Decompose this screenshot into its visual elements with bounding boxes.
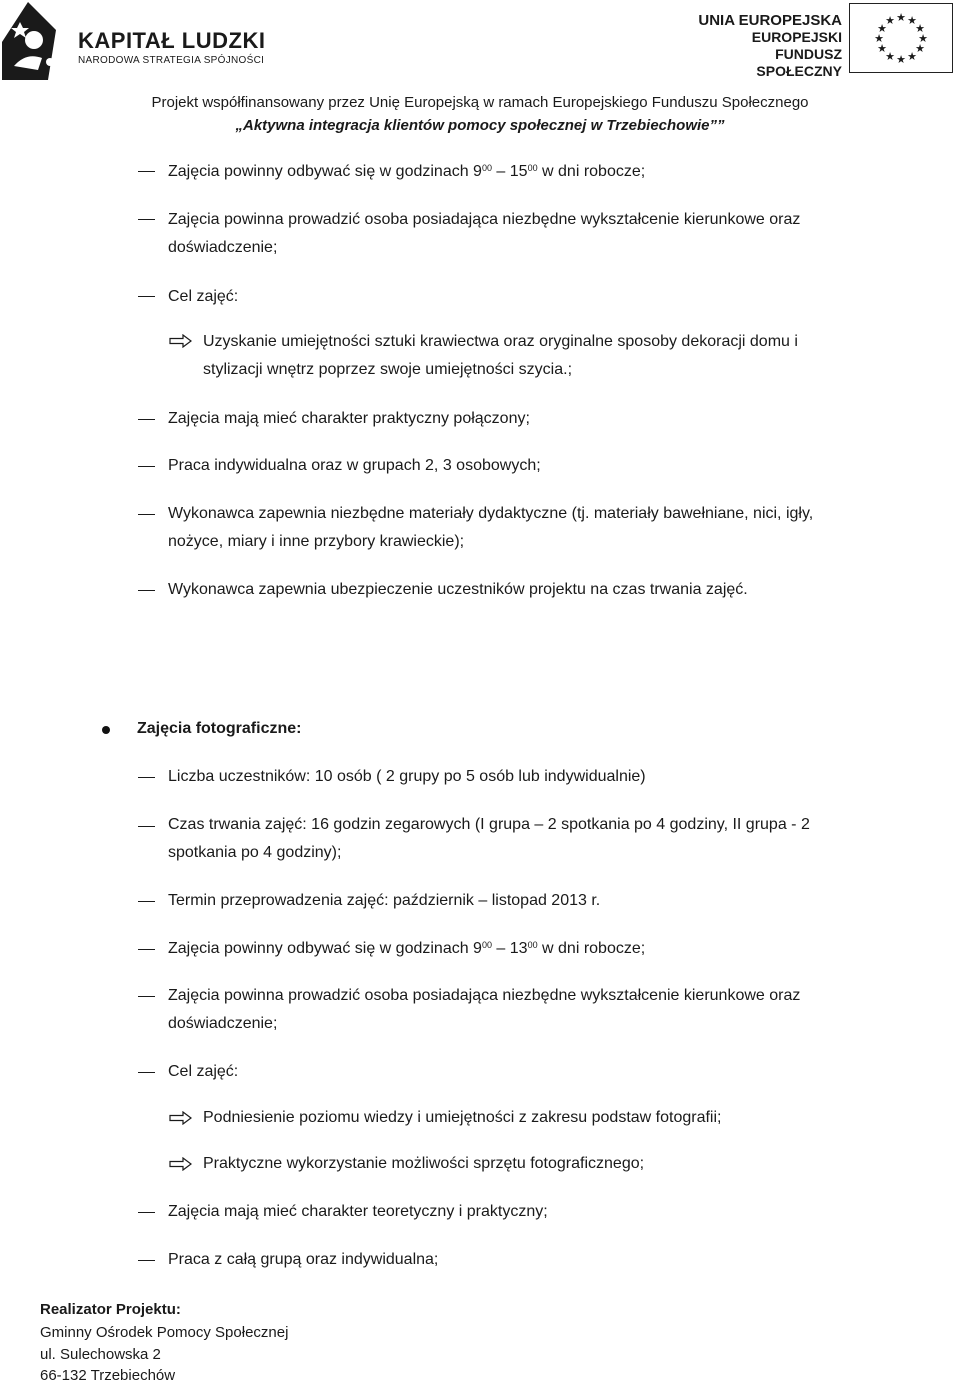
character-line-2: Zajęcia mają mieć charakter teoretyczny i praktyczny;	[168, 1203, 548, 1220]
eu-logo-text	[690, 12, 842, 80]
dash-marker	[138, 826, 155, 827]
svg-text:★: ★	[915, 42, 925, 55]
footer-org: Gminny Ośrodek Pomocy Społecznej	[40, 1324, 289, 1341]
kapital-ludzki-logo	[0, 0, 270, 85]
dash-marker	[138, 996, 155, 997]
dash-marker	[138, 514, 155, 515]
dash-marker	[138, 419, 155, 420]
goal-2-1: Podniesienie poziomu wiedzy i umiejętności z zakresu podstaw fotografii;	[203, 1109, 722, 1126]
svg-text:★: ★	[885, 14, 895, 27]
dash-marker	[138, 1260, 155, 1261]
kapital-ludzki-subtitle: NARODOWA STRATEGIA SPÓJNOŚCI	[78, 55, 265, 66]
footer-street: ul. Sulechowska 2	[40, 1346, 161, 1363]
arrow-right-icon	[169, 1157, 193, 1171]
svg-text:★: ★	[907, 14, 917, 27]
dash-marker	[138, 296, 155, 297]
svg-text:★: ★	[885, 50, 895, 63]
term-line: Termin przeprowadzenia zajęć: październik – listopad 2013 r.	[168, 892, 601, 909]
footer-label: Realizator Projektu:	[40, 1301, 181, 1318]
goal-1a: Uzyskanie umiejętności sztuki krawiectwa oraz oryginalne sposoby dekoracji domu i	[203, 333, 798, 350]
svg-text:★: ★	[896, 11, 906, 24]
bullet-icon	[102, 726, 110, 734]
dash-marker	[138, 949, 155, 950]
schedule-line-1: Zajęcia powinny odbywać się w godzinach $9^{00} - 15^{00}$ w dni robocze;	[168, 163, 646, 180]
project-title: „Aktywna integracja klientów pomocy społecznej w Trzebiechowie””	[235, 117, 725, 134]
eu-logo	[690, 0, 960, 85]
eu-line-3: FUNDUSZ SPOŁECZNY	[756, 46, 842, 79]
svg-text:★: ★	[918, 32, 928, 45]
svg-text:★: ★	[915, 22, 925, 35]
dash-marker	[138, 1072, 155, 1073]
dash-marker	[138, 590, 155, 591]
dash-marker	[138, 466, 155, 467]
eu-line-2: EUROPEJSKI	[751, 29, 842, 45]
kapital-ludzki-emblem-icon	[0, 0, 70, 85]
goal-1b: stylizacji wnętrz poprzez swoje umiejętności szycia.;	[203, 361, 573, 378]
dash-marker	[138, 901, 155, 902]
footer-city: 66-132 Trzebiechów	[40, 1367, 176, 1384]
insurance-line: Wykonawca zapewnia ubezpieczenie uczestników projektu na czas trwania zajęć.	[168, 581, 748, 598]
goal-label-1: Cel zajęć:	[168, 288, 239, 305]
materials-line-a: Wykonawca zapewnia niezbędne materiały dydaktyczne (tj. materiały bawełniane, nici, igły,	[168, 505, 814, 522]
dash-marker	[138, 777, 155, 778]
instructor-line-2a: Zajęcia powinna prowadzić osoba posiadająca niezbędne wykształcenie kierunkowe oraz	[168, 987, 801, 1004]
character-line-1: Zajęcia mają mieć charakter praktyczny połączony;	[168, 410, 530, 427]
dash-marker	[138, 219, 155, 220]
arrow-right-icon	[169, 1111, 193, 1125]
eu-flag-icon	[849, 3, 953, 73]
dash-marker	[138, 1212, 155, 1213]
goal-label-2: Cel zajęć:	[168, 1063, 239, 1080]
work-mode-line-1: Praca indywidualna oraz w grupach 2, 3 osobowych;	[168, 457, 541, 474]
goal-2-2: Praktyczne wykorzystanie możliwości sprzętu fotograficznego;	[203, 1155, 645, 1172]
schedule-line-2: Zajęcia powinny odbywać się w godzinach $9^{00} - 13^{00}$ w dni robocze;	[168, 940, 646, 957]
svg-text:★: ★	[874, 32, 884, 45]
instructor-line-1b: doświadczenie;	[168, 239, 278, 256]
svg-text:★: ★	[877, 22, 887, 35]
project-cofinancing-line: Projekt współfinansowany przez Unię Europejską w ramach Europejskiego Funduszu Społecznego	[151, 94, 809, 111]
instructor-line-2b: doświadczenie;	[168, 1015, 278, 1032]
svg-text:★: ★	[896, 53, 906, 66]
duration-line-b: spotkania po 4 godziny);	[168, 844, 342, 861]
svg-text:★: ★	[877, 42, 887, 55]
svg-text:★: ★	[907, 50, 917, 63]
section-heading-photography: Zajęcia fotograficzne:	[137, 720, 302, 737]
participants-line: Liczba uczestników: 10 osób ( 2 grupy po 5 osób lub indywidualnie)	[168, 768, 646, 785]
arrow-right-icon	[169, 334, 193, 348]
work-mode-line-2: Praca z całą grupą oraz indywidualna;	[168, 1251, 439, 1268]
kapital-ludzki-title: KAPITAŁ LUDZKI	[78, 28, 266, 53]
duration-line-a: Czas trwania zajęć: 16 godzin zegarowych (I grupa – 2 spotkania po 4 godziny, II grupa - 2	[168, 816, 810, 833]
eu-line-1: UNIA EUROPEJSKA	[698, 12, 842, 29]
dash-marker	[138, 171, 155, 172]
instructor-line-1a: Zajęcia powinna prowadzić osoba posiadająca niezbędne wykształcenie kierunkowe oraz	[168, 211, 801, 228]
materials-line-b: nożyce, miary i inne przybory krawieckie);	[168, 533, 465, 550]
